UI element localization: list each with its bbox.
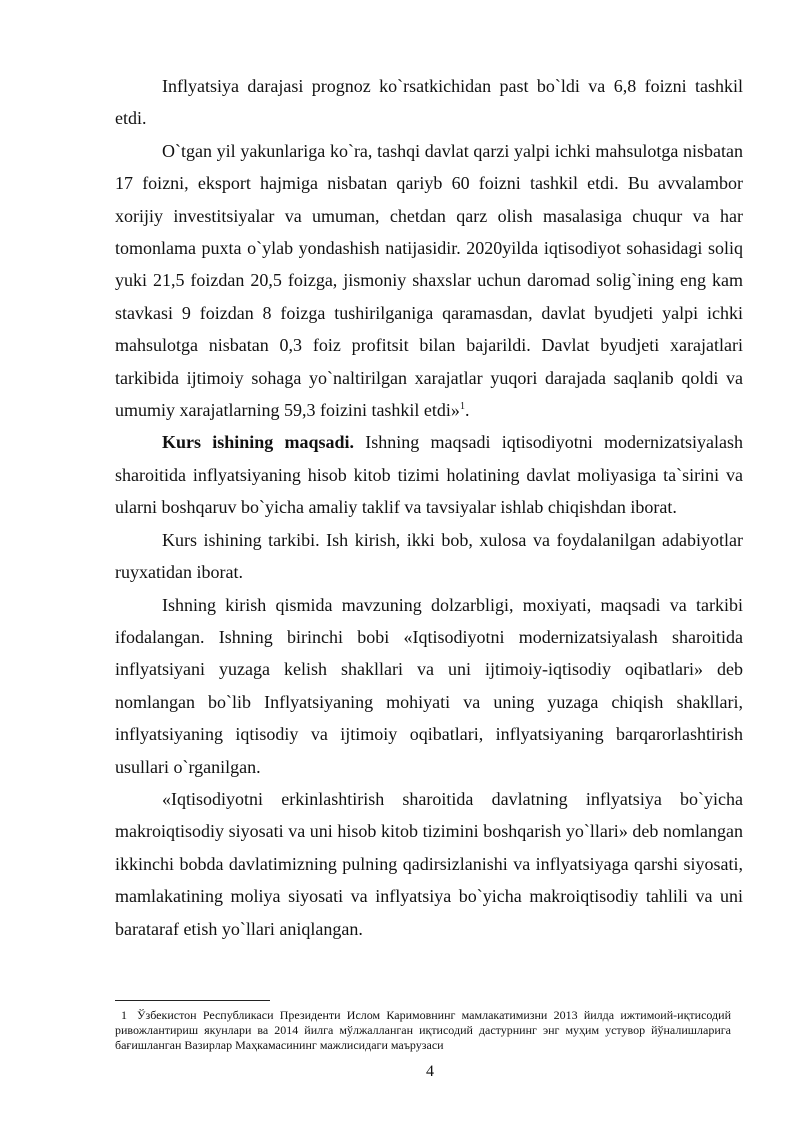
paragraph-second-chapter	[115, 783, 743, 945]
paragraph-text: Ishning maqsadi iqtisodiyotni modernizatsiyalash sharoitida inflyatsiyaning hisob kitob tizimi holatining davlat moliyasiga ta`sirini va ularni boshqaruv bo`yicha amaliy taklif va tavsiyalar ishlab chiqishdan iborat.	[115, 432, 743, 518]
paragraph-course-goal	[115, 426, 743, 523]
paragraph-external-debt	[115, 135, 743, 427]
paragraph-course-structure	[115, 524, 743, 589]
paragraph-text: Ishning kirish qismida mavzuning dolzarbligi, moxiyati, maqsadi va tarkibi ifodalangan. Ishning birinchi bobi «Iqtisodiyotni modernizatsiyalash sharoitida inflyatsiyani yuzaga kelish shakllari va uni ijtimoiy-iqtisodiy oqibatlari» deb nomlangan bo`lib Inflyatsiyaning mohiyati va uning yuzaga chiqish shakllari, inflyatsiyaning iqtisodiy va ijtimoiy oqibatlari, inflyatsiyaning barqarorlashtirish usullari o`rganilgan.	[115, 594, 743, 777]
footnote-number: 1	[121, 1008, 127, 1022]
footnote	[115, 1008, 731, 1053]
paragraph-text: «Iqtisodiyotni erkinlashtirish sharoitida davlatning inflyatsiya bo`yicha makroiqtisodiy siyosati va uni hisob kitob tizimini boshqarish yo`llari» deb nomlangan ikkinchi bobda davlatimizning pulning qadirsizlanishi va inflyatsiyaga qarshi siyosati, mamlakatining moliya siyosati va inflyatsiya bo`yicha makroiqtisodiy tahlili va uni barataraf etish yo`llari aniqlangan.	[115, 788, 743, 939]
bold-heading: Kurs ishining maqsadi.	[162, 432, 355, 453]
body-text	[115, 70, 743, 945]
footnote-separator	[115, 1000, 270, 1001]
page-number: 4	[426, 1063, 434, 1080]
paragraph-inflation-level	[115, 70, 743, 135]
paragraph-text: O`tgan yil yakunlariga ko`ra, tashqi davlat qarzi yalpi ichki mahsulotga nisbatan 17 foizni, eksport hajmiga nisbatan qariyb 60 foizni tashkil etdi. Bu avvalambor xorijiy investitsiyalar va umuman, chetdan qarz olish masalasiga chuqur va har tomonlama puxta o`ylab yondashish natijasidir. 2020yilda iqtisodiyot sohasidagi soliq yuki 21,5 foizdan 20,5 foizga, jismoniy shaxslar uchun daromad solig`ining eng kam stavkasi 9 foizdan 8 foizga tushirilganiga qaramasdan, davlat byudjeti yalpi ichki mahsulotga nisbatan 0,3 foiz profitsit bilan bajarildi. Davlat byudjeti xarajatlari tarkibida ijtimoiy sohaga yo`naltirilgan xarajatlar yuqori darajada saqlanib qoldi va umumiy xarajatlarning 59,3 foizini tashkil etdi»	[115, 140, 743, 421]
paragraph-text: Kurs ishining tarkibi. Ish kirish, ikki bob, xulosa va foydalanilgan adabiyotlar ruyxatidan iborat.	[115, 529, 743, 583]
footnote-text: Ўзбекистон Республикаси Президенти Ислом Каримовнинг мамлакатимизни 2013 йилда ижтимоий-иқтисодий ривожлантириш якунлари ва 2014 йилга мўлжалланган иқтисодий дастурнинг энг муҳим устувор йўналишларига бағишланган Вазирлар Маҳкамасининг мажлисидаги маърузаси	[115, 1008, 731, 1052]
footnote-reference[interactable]: 1	[459, 401, 465, 413]
paragraph-text: Inflyatsiya darajasi prognoz ko`rsatkichidan past bo`ldi va 6,8 foizni tashkil etdi.	[115, 76, 743, 129]
paragraph-suffix: .	[464, 400, 470, 421]
paragraph-introduction	[115, 589, 743, 783]
